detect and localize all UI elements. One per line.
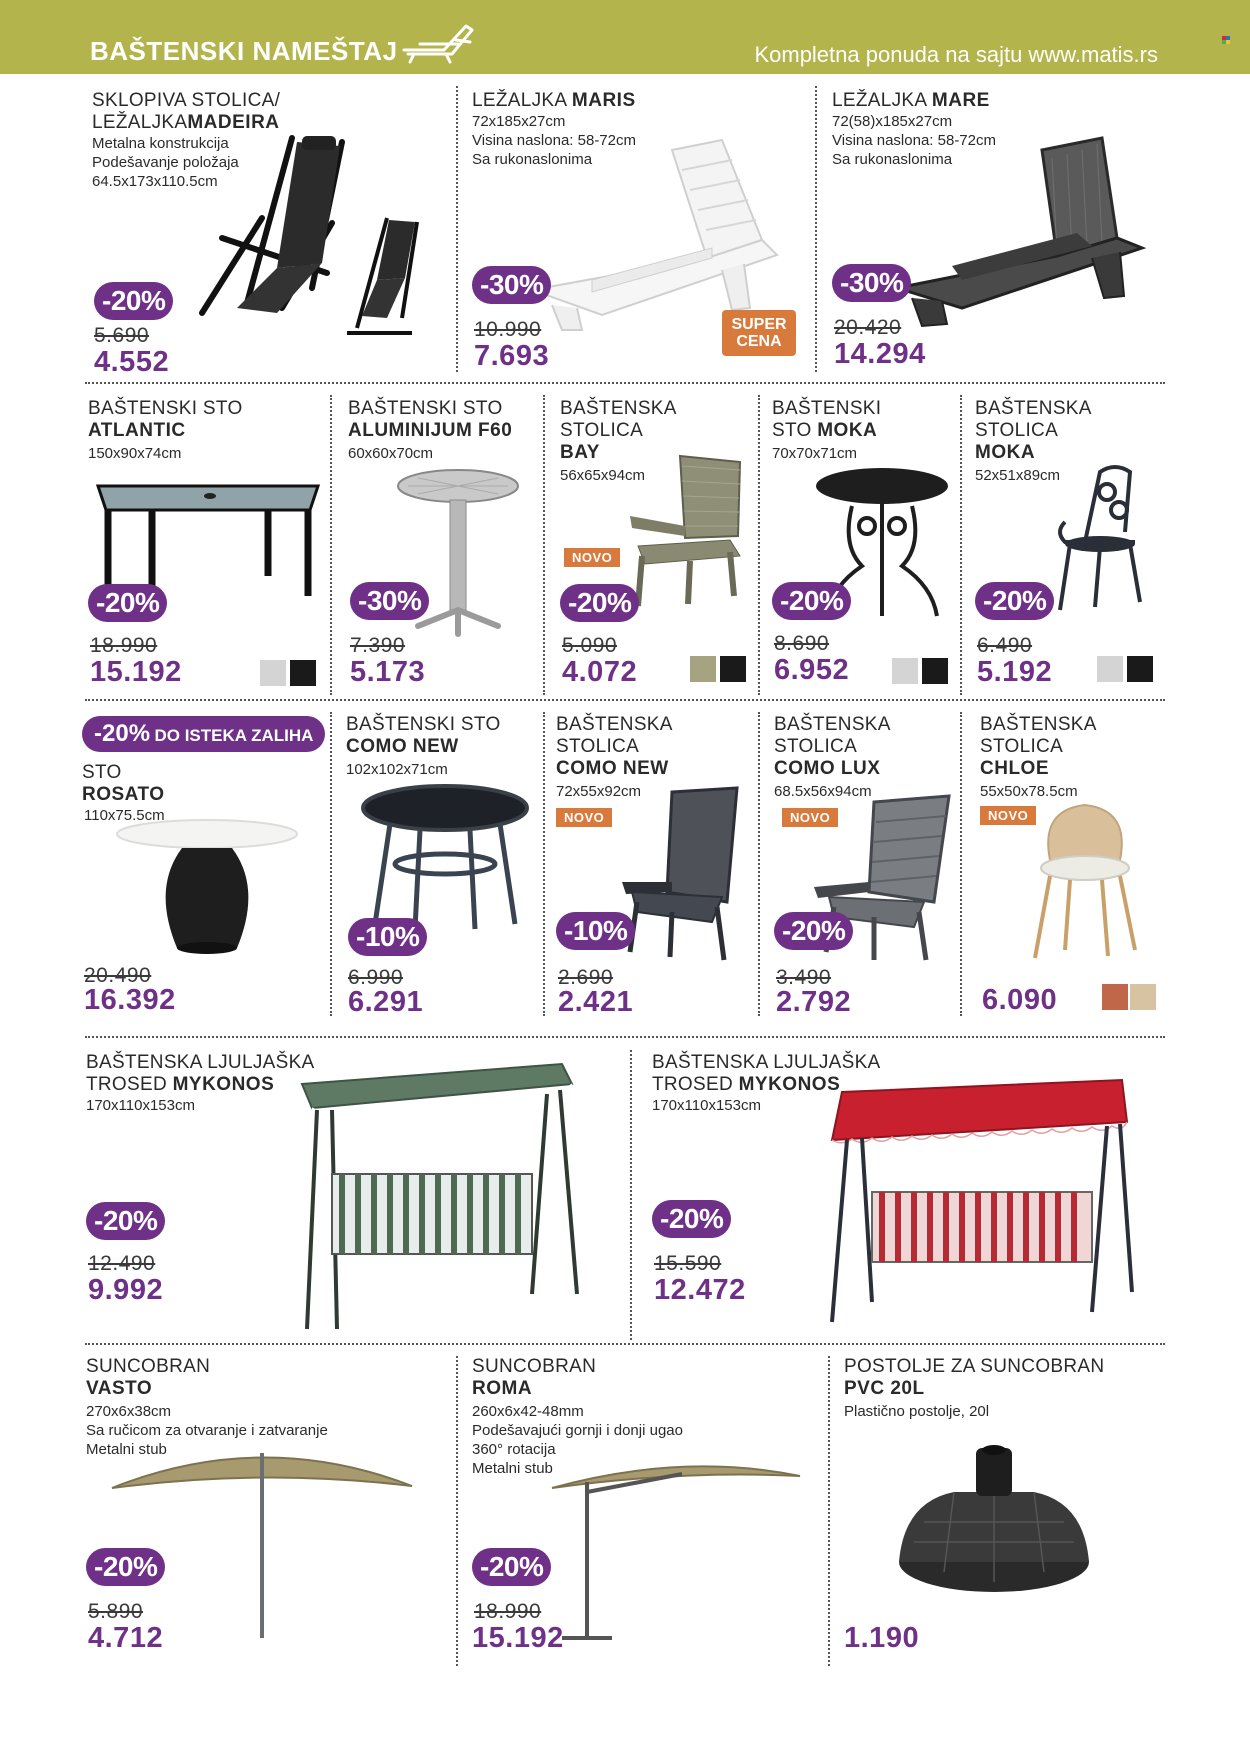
website-promo: Kompletna ponuda na sajtu www.matis.rs	[754, 42, 1158, 67]
product-mykonos-green[interactable]	[86, 1052, 626, 1340]
product-name: MOKA	[817, 420, 878, 441]
new-price: 5.173	[350, 656, 426, 688]
discount-badge: -20%	[772, 582, 851, 620]
product-spec: 55x50x78.5cm	[980, 783, 1078, 800]
section-title: BAŠTENSKI NAMEŠTAJ	[90, 36, 398, 66]
divider	[330, 395, 332, 695]
divider	[456, 1356, 458, 1666]
green-swing-image	[292, 1054, 582, 1336]
discount-badge: -20%	[472, 1548, 551, 1586]
old-price: 18.990	[474, 1600, 542, 1623]
divider	[85, 699, 1165, 701]
product-name: ROSATO	[82, 784, 165, 805]
product-spec: 150x90x74cm	[88, 445, 182, 462]
product-title: BAŠTENSKA STOLICA CHLOE	[980, 714, 1097, 779]
product-title: LEŽALJKA MARIS	[472, 90, 636, 111]
product-name: MOKA	[975, 442, 1036, 463]
clearance-badge: -20% DO ISTEKA ZALIHA	[82, 716, 325, 752]
rattan-chair-image	[630, 456, 750, 606]
new-price: 16.392	[84, 984, 176, 1016]
product-title: SUNCOBRAN VASTO	[86, 1356, 211, 1399]
old-price: 8.690	[774, 632, 830, 655]
product-spec: 102x102x71cm	[346, 761, 448, 778]
product-title: BAŠTENSKA STOLICA COMO LUX	[774, 714, 891, 779]
color-swatch-black[interactable]	[1127, 656, 1153, 682]
super-cena-badge: SUPER CENA	[722, 310, 796, 356]
new-price: 9.992	[88, 1274, 164, 1306]
new-price: 4.712	[88, 1622, 164, 1654]
old-price: 5.690	[94, 324, 150, 347]
new-price: 5.192	[977, 656, 1053, 688]
gray-lounger-image	[892, 138, 1162, 338]
divider	[543, 395, 545, 695]
color-swatch-beige[interactable]	[1130, 984, 1156, 1010]
new-price: 6.291	[348, 986, 424, 1018]
product-spec: 170x110x153cm	[86, 1097, 195, 1114]
discount-badge: -30%	[472, 266, 551, 304]
product-como-new-table[interactable]	[346, 714, 536, 1018]
shell-chair-image	[1020, 800, 1150, 960]
color-swatch-olive[interactable]	[690, 656, 716, 682]
cantilever-umbrella-image	[532, 1452, 802, 1648]
product-name: COMO LUX	[774, 758, 881, 779]
divider	[85, 1343, 1165, 1345]
discount-badge: -10%	[556, 912, 635, 950]
old-price: 6.990	[348, 966, 404, 989]
divider	[85, 1036, 1165, 1038]
divider	[758, 712, 760, 1016]
product-name: MYKONOS	[738, 1074, 841, 1095]
product-aluminijum-f60[interactable]	[348, 398, 538, 693]
product-name: PVC 20L	[844, 1378, 925, 1399]
metal-chair-image	[1045, 462, 1155, 612]
discount-badge: -20%	[975, 582, 1054, 620]
discount-badge: -20%	[774, 912, 853, 950]
new-price: 2.792	[776, 986, 852, 1018]
product-name: MADEIRA	[187, 112, 280, 133]
product-name: ATLANTIC	[88, 420, 186, 441]
divider	[758, 395, 760, 695]
product-title: BAŠTENSKI STO COMO NEW	[346, 714, 501, 757]
product-name: ALUMINIJUM F60	[348, 420, 513, 441]
new-price: 15.192	[90, 656, 182, 688]
product-title: BAŠTENSKA STOLICA COMO NEW	[556, 714, 673, 779]
product-atlantic[interactable]	[88, 398, 323, 693]
product-como-lux-chair[interactable]	[774, 714, 959, 1018]
new-price: 7.693	[474, 340, 550, 372]
product-title: STO ROSATO	[82, 762, 165, 805]
product-postolje[interactable]	[844, 1356, 1166, 1666]
umbrella-image	[112, 1448, 412, 1638]
product-spec: 170x110x153cm	[652, 1097, 761, 1114]
divider	[456, 86, 458, 372]
discount-badge: -20%	[94, 282, 173, 320]
divider	[828, 1356, 830, 1666]
discount-badge: -10%	[348, 918, 427, 956]
color-swatch-light-gray[interactable]	[1097, 656, 1123, 682]
new-price: 6.090	[982, 984, 1058, 1016]
novo-badge: NOVO	[980, 806, 1036, 825]
old-price: 20.420	[834, 316, 902, 339]
product-name: MARE	[931, 90, 990, 111]
round-glass-table-image	[360, 784, 530, 934]
divider	[960, 712, 962, 1016]
new-price: 4.552	[94, 346, 170, 378]
discount-badge: -30%	[832, 264, 911, 302]
divider	[815, 86, 817, 372]
product-spec: 56x65x94cm	[560, 467, 646, 484]
product-spec: Metalna konstrukcija Podešavanje položaja 64.5x173x110.5cm	[92, 135, 239, 190]
product-name: BAY	[560, 442, 600, 463]
product-name: CHLOE	[980, 758, 1049, 779]
product-spec: 72x185x27cm Visina naslona: 58-72cm Sa rukonaslonima	[472, 113, 636, 168]
product-madeira[interactable]	[92, 90, 442, 380]
umbrella-base-image	[894, 1442, 1094, 1602]
product-name: ROMA	[472, 1378, 533, 1399]
divider	[85, 382, 1165, 384]
product-name: VASTO	[86, 1378, 153, 1399]
color-swatch-terracotta[interactable]	[1102, 984, 1128, 1010]
product-spec: 68.5x56x94cm	[774, 783, 872, 800]
product-spec: 260x6x42-48mm Podešavajući gornji i donji ugao 360° rotacija Metalni stub	[472, 1403, 683, 1477]
pedestal-table-image	[112, 818, 302, 958]
product-title: BAŠTENSKI STO ATLANTIC	[88, 398, 243, 441]
product-moka-chair[interactable]	[975, 398, 1165, 693]
color-swatch-light-gray[interactable]	[260, 660, 286, 686]
old-price: 12.490	[88, 1252, 156, 1275]
product-spec: 110x75.5cm	[84, 807, 165, 824]
product-title: BAŠTENSKA STOLICA MOKA	[975, 398, 1092, 463]
product-title: SUNCOBRAN ROMA	[472, 1356, 597, 1399]
product-name: MYKONOS	[172, 1074, 275, 1095]
new-price: 12.472	[654, 1274, 746, 1306]
product-mare[interactable]	[832, 90, 1162, 380]
product-como-new-chair[interactable]	[556, 714, 751, 1018]
divider	[330, 712, 332, 1016]
product-roma[interactable]	[472, 1356, 822, 1666]
product-name: COMO NEW	[346, 736, 459, 757]
old-price: 6.490	[977, 634, 1033, 657]
product-spec: 70x70x71cm	[772, 445, 858, 462]
color-swatch-light-gray[interactable]	[892, 658, 918, 684]
product-title: BAŠTENSKA STOLICA BAY	[560, 398, 677, 463]
discount-badge: -20%	[88, 584, 167, 622]
product-name: COMO NEW	[556, 758, 669, 779]
product-spec: 52x51x89cm	[975, 467, 1061, 484]
product-spec: 270x6x38cm Sa ručicom za otvaranje i zatvaranje Metalni stub	[86, 1403, 328, 1458]
old-price: 18.990	[90, 634, 158, 657]
novo-badge: NOVO	[556, 808, 612, 827]
old-price: 20.490	[84, 964, 152, 987]
product-mykonos-red[interactable]	[652, 1052, 1167, 1340]
sun-lounger-icon	[400, 20, 480, 66]
old-price: 5.090	[562, 634, 618, 657]
novo-badge: NOVO	[782, 808, 838, 827]
red-swing-image	[822, 1072, 1142, 1332]
product-rosato[interactable]	[82, 714, 322, 1014]
discount-badge: -20%	[86, 1548, 165, 1586]
old-price: 10.990	[474, 318, 542, 341]
old-price: 2.690	[558, 966, 614, 989]
old-price: 7.390	[350, 634, 406, 657]
product-title: LEŽALJKA MARE	[832, 90, 990, 111]
product-title: SKLOPIVA STOLICA/ LEŽALJKAMADEIRA	[92, 90, 281, 133]
discount-badge: -20%	[560, 584, 639, 622]
discount-badge: -20%	[652, 1200, 731, 1238]
color-swatch-black[interactable]	[922, 658, 948, 684]
page-header	[0, 0, 1250, 74]
product-name: MARIS	[571, 90, 636, 111]
product-title: BAŠTENSKA LJULJAŠKA TROSED MYKONOS	[652, 1052, 881, 1095]
product-moka-table[interactable]	[772, 398, 957, 693]
divider	[543, 712, 545, 1016]
product-spec: 72x55x92cm	[556, 783, 642, 800]
new-price: 15.192	[472, 1622, 564, 1654]
new-price: 6.952	[774, 654, 850, 686]
new-price: 2.421	[558, 986, 634, 1018]
product-bay[interactable]	[560, 398, 750, 693]
old-price: 3.490	[776, 966, 832, 989]
new-price: 4.072	[562, 656, 638, 688]
product-title: BAŠTENSKI STO MOKA	[772, 398, 882, 441]
color-swatch-black[interactable]	[720, 656, 746, 682]
product-title: BAŠTENSKA LJULJAŠKA TROSED MYKONOS	[86, 1052, 315, 1095]
discount-badge: -20%	[86, 1202, 165, 1240]
color-swatch-black[interactable]	[290, 660, 316, 686]
old-price: 5.890	[88, 1600, 144, 1623]
product-vasto[interactable]	[86, 1356, 450, 1666]
old-price: 15.590	[654, 1252, 722, 1275]
new-price: 1.190	[844, 1622, 920, 1654]
discount-badge: -30%	[350, 582, 429, 620]
divider	[630, 1050, 632, 1340]
product-maris[interactable]	[472, 90, 802, 380]
divider	[960, 395, 962, 695]
product-spec: Plastično postolje, 20l	[844, 1403, 990, 1420]
brand-mark-icon	[1222, 36, 1230, 44]
product-spec: 60x60x70cm	[348, 445, 434, 462]
product-title: BAŠTENSKI STO ALUMINIJUM F60	[348, 398, 513, 441]
new-price: 14.294	[834, 338, 926, 370]
folding-chair-image	[162, 128, 432, 338]
product-spec: 72(58)x185x27cm Visina naslona: 58-72cm Sa rukonaslonima	[832, 113, 996, 168]
novo-badge: NOVO	[564, 548, 620, 567]
product-title: POSTOLJE ZA SUNCOBRAN PVC 20L	[844, 1356, 1105, 1399]
product-chloe-chair[interactable]	[980, 714, 1165, 1014]
